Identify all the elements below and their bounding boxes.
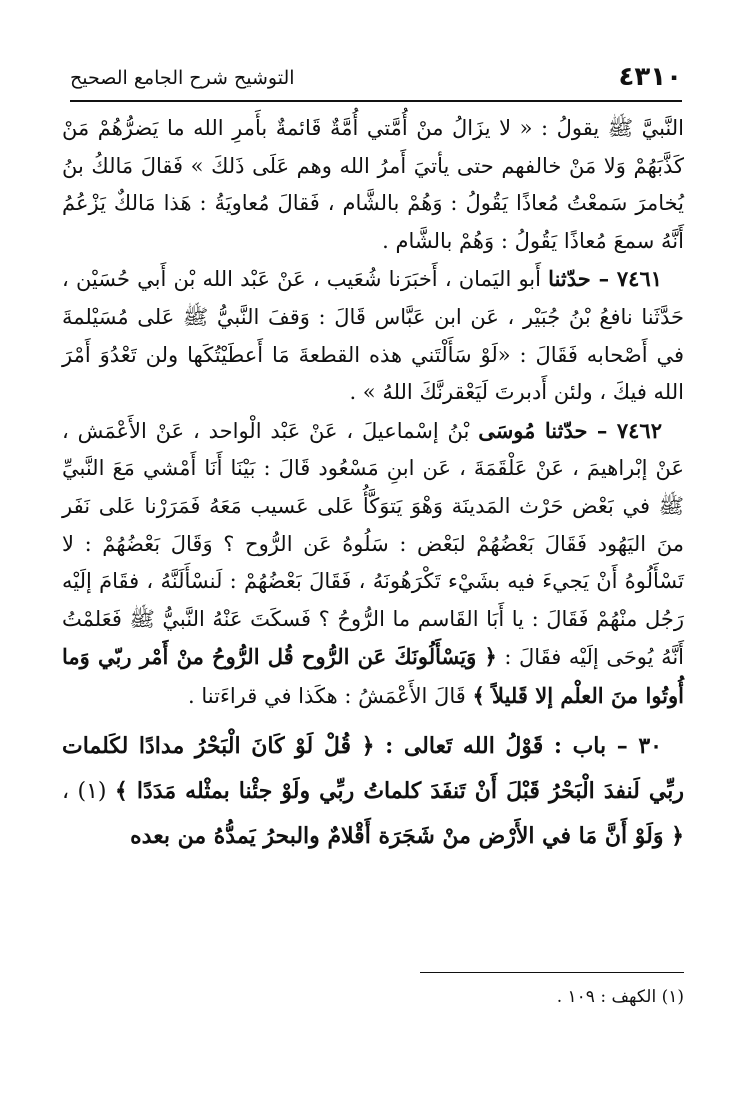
footnote-reference[interactable]: (١) bbox=[69, 778, 115, 804]
quran-verse: ﴿ قُلْ لَوْ كَانَ الْبَحْرُ مدادًا لكَلمات ربِّي لَنفدَ الْبَحْرُ قَبْلَ أَنْ تَنفَدَ كلماتُ ربِّي ولَوْ جئْنا بمثْله مَدَدًا ﴾ bbox=[62, 732, 684, 804]
hadith-number: ٧٤٦٢ bbox=[616, 417, 662, 443]
hadith-opening: حدّثنا bbox=[544, 417, 588, 443]
header-divider bbox=[70, 100, 682, 102]
chapter-dash: – bbox=[606, 732, 639, 759]
hadith-text: أَبو اليَمان ، أَخبَرَنا شُعَيب ، عَنْ عَبْد الله بْن أَبي حُسَيْن ، حَدَّثَنا نافعُ بْنُ جُبَيْر ، عَن ابن عَبَّاس قَالَ : وَقفَ النَّبيُّ ﷺ عَلى مُسَيْلمةَ في أَصْحابه فَقَالَ : «لَوْ سَأَلْتَني هذه القطعةَ مَا أَعطَيْتُكَها ولن تَعْدُوَ أَمْرَ الله فيكَ ، ولئن أَدبرتَ لَيَعْقرنَّكَ اللهُ » . bbox=[62, 267, 684, 405]
verse-separator: ، bbox=[62, 778, 70, 804]
hadith-7462 bbox=[62, 412, 684, 716]
footnote: (١) الكهف : ١٠٩ . bbox=[556, 987, 684, 1007]
narrator-name: مُوسَى bbox=[478, 417, 545, 443]
hadith-dash: – bbox=[590, 266, 617, 292]
page-header bbox=[70, 62, 682, 96]
hadith-continuation: النَّبيَّ ﷺ يقولُ : « لا يزَالُ منْ أُمَّتي أُمَّةٌ قَائمةٌ بأَمرِ الله ما يَضرُّهُمْ مَنْ كَذَّبَهُمْ وَلا مَنْ خالفهم حتى يأتيَ أَمرُ الله وهم عَلَى ذَلكَ » فَقالَ مَالكُ بنُ يُخامرَ سَمعْتُ مُعاذًا يَقُولُ : وَهُمْ بالشَّام ، فَقالَ مُعاويَةُ : هَذا مَالكٌ يَزْعُمُ أَنَّهُ سمعَ مُعاذًا يَقُولُ : وَهُمْ بالشَّام . bbox=[62, 116, 684, 253]
main-text bbox=[62, 110, 684, 859]
page-number: ٤٣١٠ bbox=[618, 62, 682, 92]
chapter-number: ٣٠ bbox=[638, 732, 662, 759]
running-title: التوشيح شرح الجامع الصحيح bbox=[70, 67, 295, 89]
chapter-heading bbox=[62, 724, 684, 859]
quran-verse: ﴿ وَلَوْ أَنَّ مَا في الأَرْض منْ شَجَرَة أَقْلامٌ والبحرُ يَمدُّهُ من بعده bbox=[130, 822, 684, 849]
footnote-divider bbox=[420, 972, 684, 973]
hadith-dash: – bbox=[587, 417, 617, 443]
hadith-opening: حدّثنا bbox=[548, 266, 591, 292]
hadith-7461 bbox=[62, 260, 684, 411]
hadith-tail: قَالَ الأَعْمَشُ : هكَذا في قراءَتنا . bbox=[188, 683, 473, 708]
hadith-text: بْنُ إسْماعيلَ ، عَنْ عَبْد الْواحد ، عَنْ الأَعْمَش ، عَنْ إبْراهيمَ ، عَنْ عَلْقَمَةَ ، عَن ابنِ مَسْعُود قَالَ : بَيْنَا أَنَا أَمْشي مَعَ النَّبيِّ ﷺ في بَعْض حَرْث المَدينَة وَهْوَ يَتوَكَّأُ عَلى عَسيب مَعَهُ فَمَرَرْنا عَلى نَفَر منَ اليَهُود فَقَالَ بَعْضُهُمْ لبَعْض : سَلُوهُ عَن الرُّوح ؟ وَقَالَ بَعْضُهُمْ : لا تَسْأَلُوهُ أَنْ يَجيءَ فيه بشَيْء تَكْرَهُونَهُ ، فَقَالَ بَعْضُهُمْ : لَنسْأَلَنَّهُ ، فقَامَ إلَيْه رَجُل منْهُمْ فَقَالَ : يا أَبَا القَاسم ما الرُّوحُ ؟ فَسكَتَ عَنْهُ النَّبيُّ ﷺ فَعَلمْتُ أَنَّهُ يُوحَى إلَيْه فقَالَ : bbox=[62, 418, 685, 670]
hadith-number: ٧٤٦١ bbox=[616, 266, 663, 292]
quran-verse: ﴿ وَيَسْأَلُونَكَ عَن الرُّوح قُل الرُّوحُ منْ أَمْر ربّي وَما أُوتُوا منَ العلْم إلا قَليلاً ﴾ bbox=[62, 644, 684, 708]
chapter-prefix: باب : قَوْلُ الله تَعالى : bbox=[374, 732, 607, 759]
